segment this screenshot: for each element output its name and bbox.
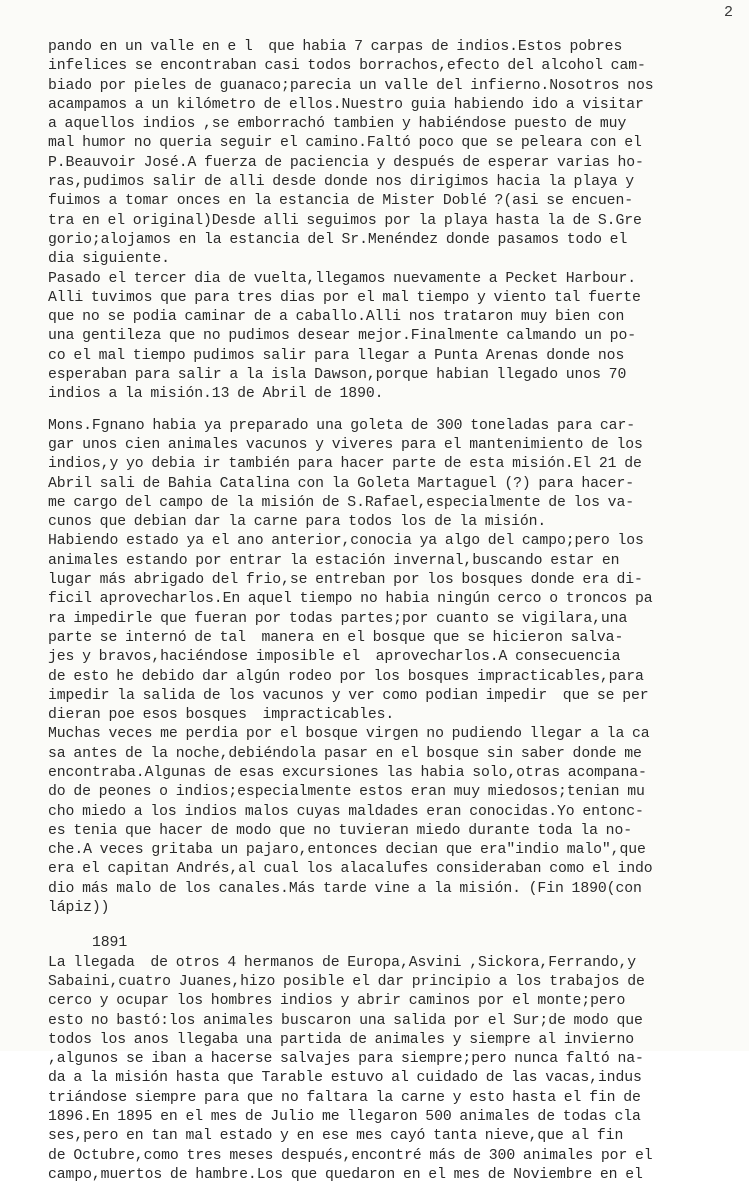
text-line: animales estando por entrar la estación invernal,buscando estar en: [48, 552, 620, 569]
page-body: [48, 38, 728, 1185]
text-line: Pasado el tercer dia de vuelta,llegamos nuevamente a Pecket Harbour.: [48, 270, 637, 287]
text-line: esperaban para salir a la isla Dawson,porque habian llegado unos 70: [48, 367, 627, 384]
text-line: indios,y yo debia ir también para hacer parte de esta misión.El 21 de: [48, 456, 642, 473]
paragraph-2: [48, 417, 728, 919]
text-line: lápiz)): [48, 900, 110, 917]
text-line: Habiendo estado ya el ano anterior,conocia ya algo del campo;pero los: [48, 533, 644, 550]
text-line: era el capitan Andrés,al cual los alacalufes consideraban como el indo: [48, 861, 653, 878]
text-line: Muchas veces me perdia por el bosque virgen no pudiendo llegar a la ca: [48, 726, 650, 743]
paragraph-gap: [48, 918, 728, 934]
text-line: Sabaini,cuatro Juanes,hizo posible el dar principio a los trabajos de: [48, 973, 645, 990]
text-line: una gentileza que no pudimos desear mejor.Finalmente calmando un po-: [48, 328, 637, 345]
text-line: cho miedo a los indios malos cuyas maldades eran conocidas.Yo entonc-: [48, 803, 644, 820]
text-line: ficil aprovecharlos.En aquel tiempo no habia ningún cerco o troncos pa: [48, 591, 653, 608]
section-1891: [48, 934, 728, 1185]
text-line: a aquellos indios ,se emborrachó tambien y habiéndose puesto de muy: [48, 116, 627, 133]
text-line: La llegada de otros 4 hermanos de Europa,Asvini ,Sickora,Ferrando,y: [48, 954, 637, 971]
text-line: cerco y ocupar los hombres indios y abrir caminos por el monte;pero: [48, 993, 626, 1010]
text-line: P.Beauvoir José.A fuerza de paciencia y después de esperar varias ho-: [48, 154, 644, 171]
text-line: gar unos cien animales vacunos y viveres para el mantenimiento de los: [48, 436, 643, 453]
text-line: indios a la misión.13 de Abril de 1890.: [48, 386, 384, 403]
text-line: me cargo del campo de la misión de S.Rafael,especialmente de los va-: [48, 494, 635, 511]
section-1891-lines: [48, 954, 728, 1185]
text-line: ra impedirle que fueran por todas partes;por cuanto se vigilara,una: [48, 610, 628, 627]
text-line: dia siguiente.: [48, 251, 170, 268]
text-line: parte se internó de tal manera en el bosque que se hicieron salva-: [48, 629, 624, 646]
text-line: Mons.Fgnano habia ya preparado una goleta de 300 toneladas para car-: [48, 417, 636, 434]
text-line: de esto he debido dar algún rodeo por los bosques impracticables,para: [48, 668, 644, 685]
text-line: que no se podia caminar de a caballo.Alli nos trataron muy bien con: [48, 309, 625, 326]
text-line: Alli tuvimos que para tres dias por el mal tiempo y viento tal fuerte: [48, 289, 641, 306]
text-line: co el mal tiempo pudimos salir para llegar a Punta Arenas donde nos: [48, 347, 625, 364]
text-line: dieran poe esos bosques impracticables.: [48, 707, 395, 724]
text-line: es tenia que hacer de modo que no tuvieran miedo durante toda la no-: [48, 822, 633, 839]
text-line: jes y bravos,haciéndose imposible el aprovecharlos.A consecuencia: [48, 649, 621, 666]
text-line: biado por pieles de guanaco;parecia un valle del infierno.Nosotros nos: [48, 77, 654, 94]
paragraph-1: [48, 38, 728, 405]
text-line: fuimos a tomar onces en la estancia de Mister Doblé ?(asi se encuen-: [48, 193, 634, 210]
text-line: campo,muertos de hambre.Los que quedaron en el mes de Noviembre en el: [48, 1166, 643, 1183]
text-line: impedir la salida de los vacunos y ver como podian impedir que se per: [48, 687, 649, 704]
section-heading-year: 1891: [92, 935, 128, 952]
text-line: triándose siempre para que no faltara la carne y esto hasta el fin de: [48, 1089, 641, 1106]
text-line: esto no bastó:los animales buscaron una salida por el Sur;de modo que: [48, 1012, 643, 1029]
text-line: 1896.En 1895 en el mes de Julio me llegaron 500 animales de todas cla: [48, 1109, 641, 1126]
text-line: ras,pudimos salir de alli desde donde nos dirigimos hacia la playa y: [48, 174, 635, 191]
text-line: acampamos a un kilómetro de ellos.Nuestro guia habiendo ido a visitar: [48, 96, 644, 113]
text-line: ,algunos se iban a hacerse salvajes para siempre;pero nunca faltó na-: [48, 1051, 644, 1068]
text-line: dio más malo de los canales.Más tarde vine a la misión. (Fin 1890(con: [48, 880, 642, 897]
text-line: Abril sali de Bahia Catalina con la Goleta Martaguel (?) para hacer-: [48, 475, 635, 492]
text-line: sa antes de la noche,debiéndola pasar en el bosque sin saber donde me: [48, 745, 642, 762]
text-line: tra en el original)Desde alli seguimos por la playa hasta la de S.Gre: [48, 212, 642, 229]
text-line: ses,pero en tan mal estado y en ese mes cayó tanta nieve,que al fin: [48, 1128, 624, 1145]
text-line: da a la misión hasta que Tarable estuvo al cuidado de las vacas,indus: [48, 1070, 642, 1087]
page-number: 2: [723, 4, 733, 21]
text-line: gorio;alojamos en la estancia del Sr.Menéndez donde pasamos todo el: [48, 231, 628, 248]
paragraph-gap: [48, 405, 728, 417]
text-line: de Octubre,como tres meses después,encontré más de 300 animales por el: [48, 1147, 653, 1164]
text-line: che.A veces gritaba un pajaro,entonces decian que era"indio malo",que: [48, 842, 646, 859]
text-line: todos los anos llegaba una partida de animales y siempre al invierno: [48, 1031, 635, 1048]
text-line: pando en un valle en e l que habia 7 carpas de indios.Estos pobres: [48, 39, 623, 55]
text-line: mal humor no queria seguir el camino.Faltó poco que se peleara con el: [48, 135, 642, 152]
text-line: do de peones o indios;especialmente estos eran muy miedosos;tenian mu: [48, 784, 645, 801]
text-line: lugar más abrigado del frio,se entreban por los bosques donde era di-: [48, 572, 643, 589]
text-line: cunos que debian dar la carne para todos los de la misión.: [48, 514, 547, 531]
text-line: infelices se encontraban casi todos borrachos,efecto del alcohol cam-: [48, 58, 646, 75]
text-line: encontraba.Algunas de esas excursiones las habia solo,otras acompana-: [48, 764, 647, 781]
